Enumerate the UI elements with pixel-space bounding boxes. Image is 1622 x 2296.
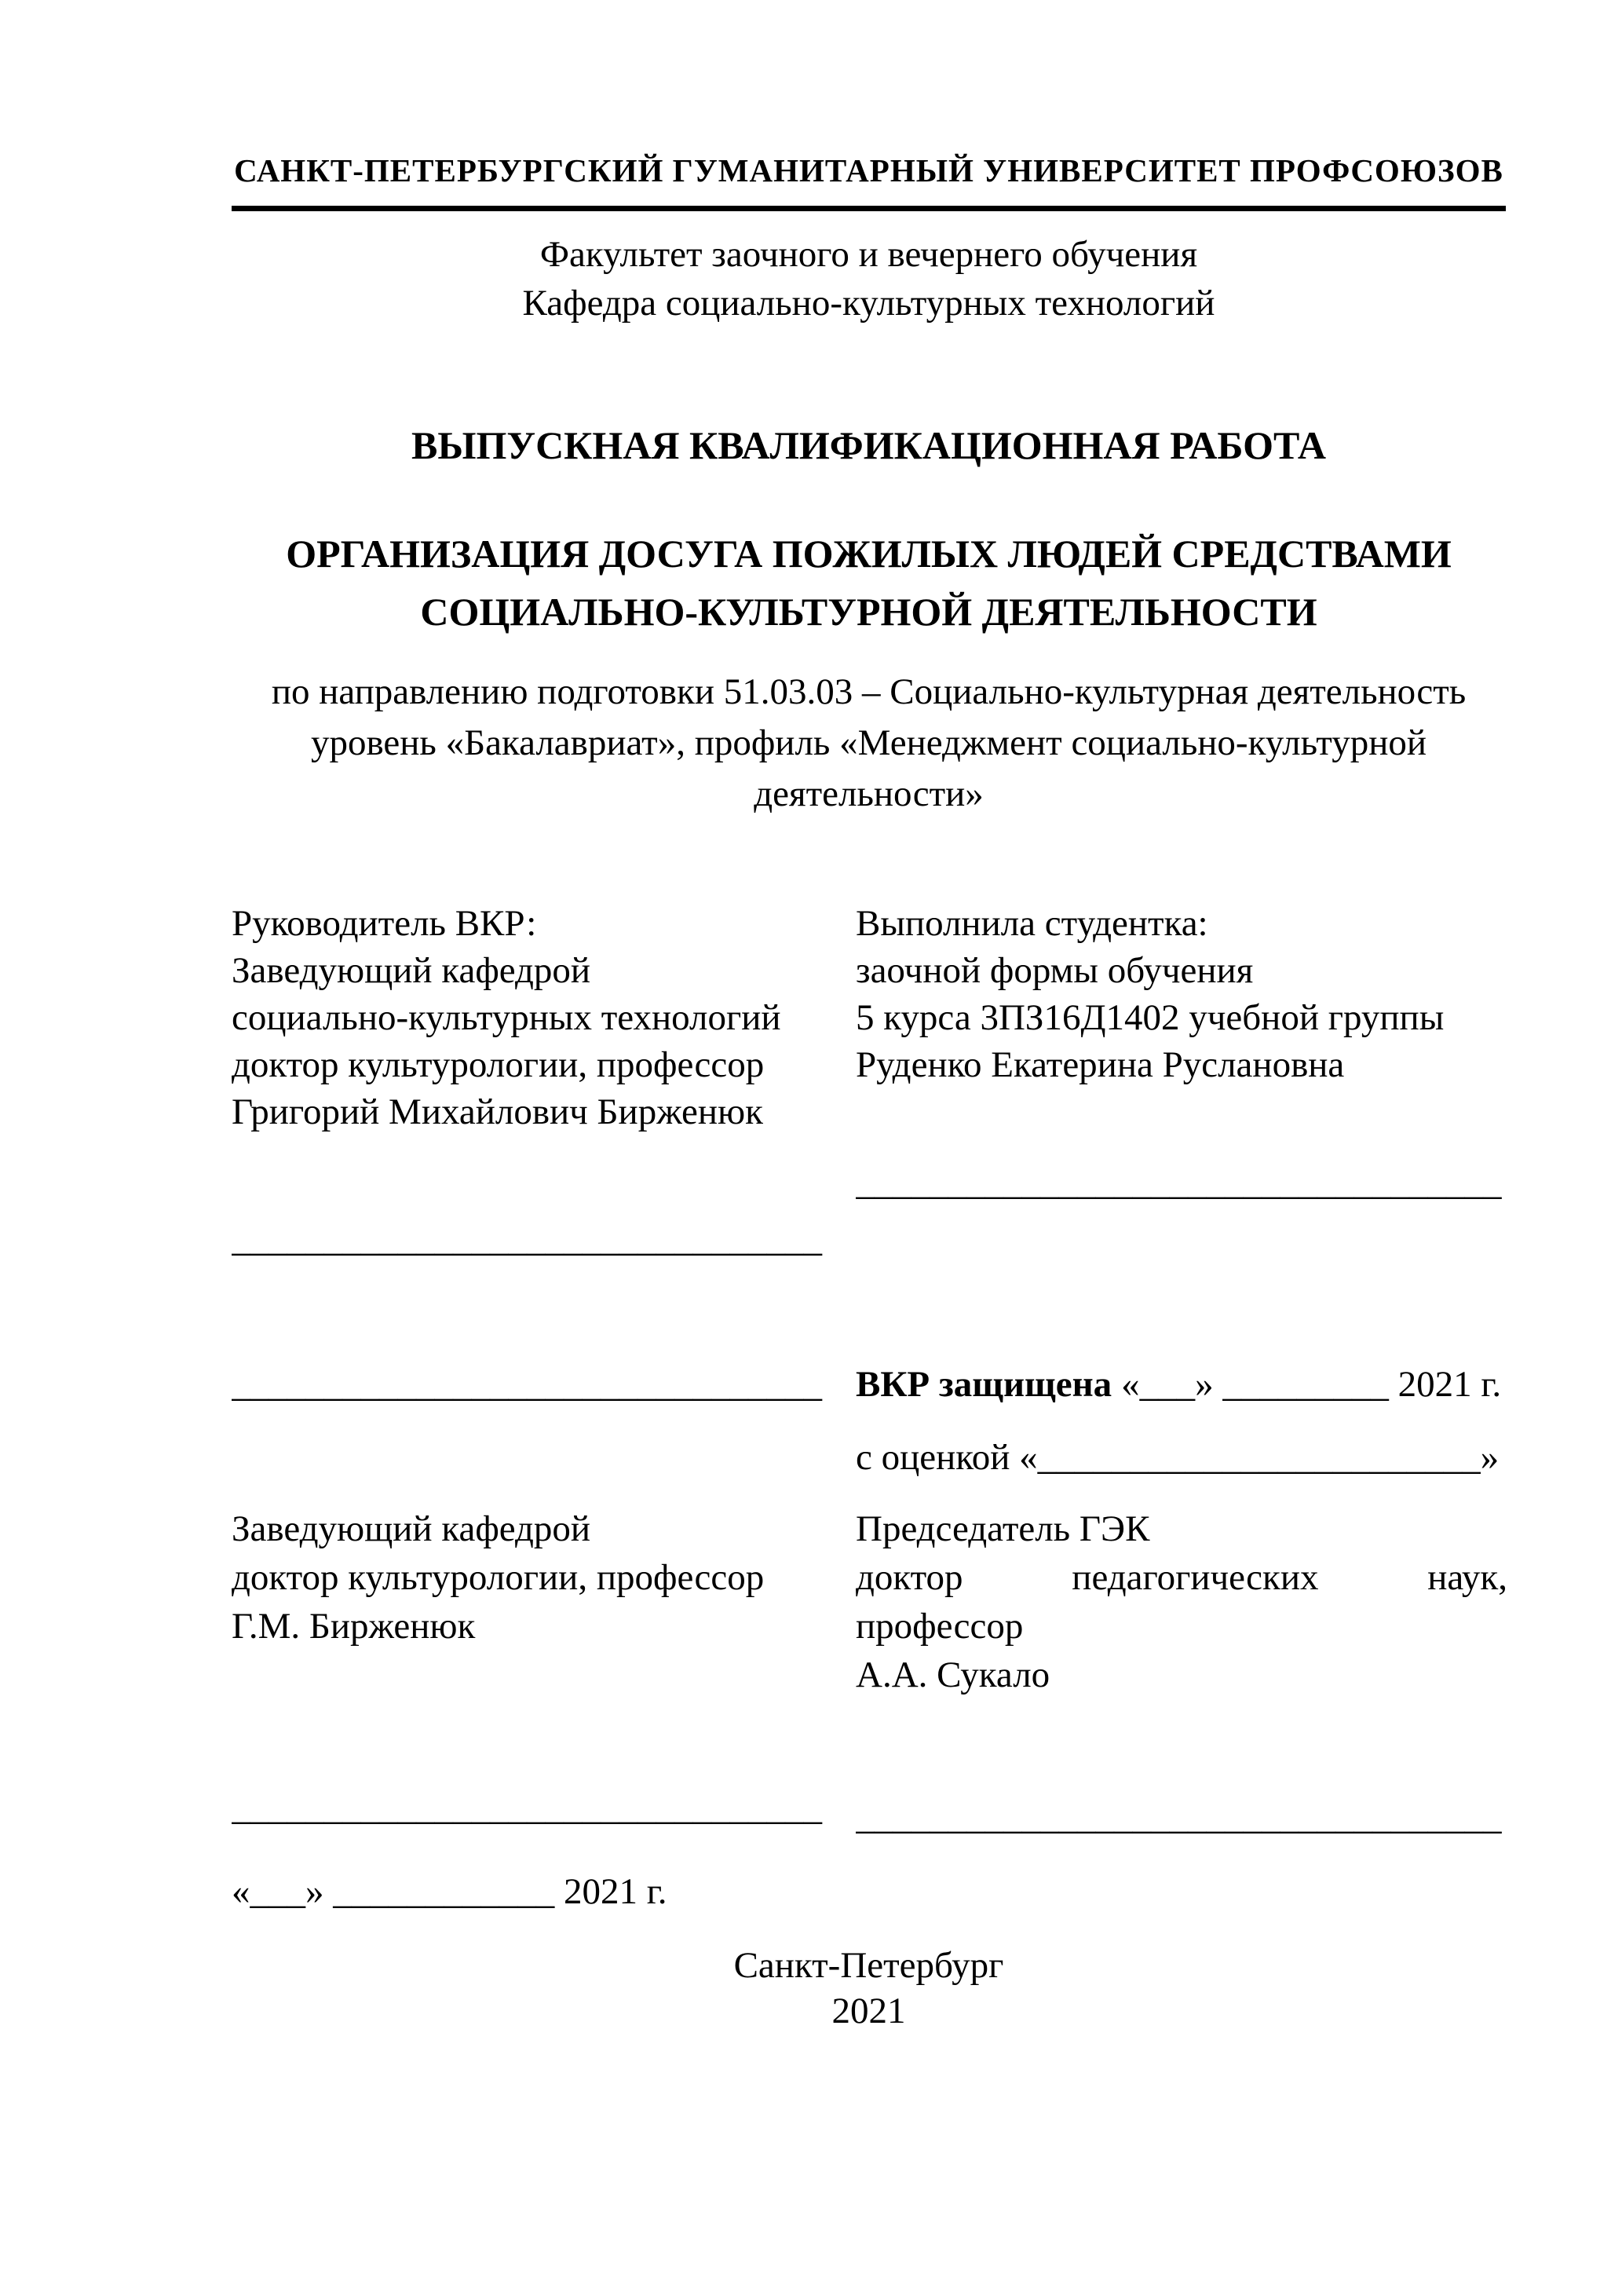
supervisor-signature-line: ________________________________ xyxy=(232,1219,822,1260)
committee-chair-name: А.А. Сукало xyxy=(856,1654,1050,1695)
thesis-title-line2: СОЦИАЛЬНО-КУЛЬТУРНОЙ ДЕЯТЕЛЬНОСТИ xyxy=(420,590,1317,634)
department-name: Кафедра социально-культурных технологий xyxy=(522,283,1215,324)
committee-degree-word3: наук, xyxy=(1427,1557,1507,1598)
supervisor-degree-line: доктор культурологии, профессор xyxy=(232,1044,765,1085)
footer-section xyxy=(232,1943,1506,2034)
program-level-cont: деятельности» xyxy=(754,773,984,814)
supervisor-label: Руководитель ВКР: xyxy=(232,903,537,944)
program-level: уровень «Бакалавриат», профиль «Менеджмент социально-культурной xyxy=(310,722,1427,763)
thesis-title-line1: ОРГАНИЗАЦИЯ ДОСУГА ПОЖИЛЫХ ЛЮДЕЙ СРЕДСТВАМИ xyxy=(286,532,1452,576)
defense-defended-label: ВКР защищена xyxy=(856,1364,1112,1405)
student-section xyxy=(856,900,1507,1206)
header-rule xyxy=(232,206,1506,211)
thesis-title xyxy=(232,525,1506,641)
year-label: 2021 xyxy=(831,1991,906,2031)
student-study-form: заочной формы обучения xyxy=(856,950,1254,991)
dept-head-section xyxy=(232,1504,836,1651)
student-name: Руденко Екатерина Руслановна xyxy=(856,1044,1345,1085)
committee-signature-line: ___________________________________ xyxy=(856,1797,1502,1837)
work-type-heading: ВЫПУСКНАЯ КВАЛИФИКАЦИОННАЯ РАБОТА xyxy=(411,423,1326,467)
approval-date-line: «___» ____________ 2021 г. xyxy=(232,1871,667,1912)
defense-date-blanks: «___» _________ 2021 г. xyxy=(1121,1364,1502,1405)
committee-degree-line xyxy=(856,1553,1507,1602)
supervisor-name: Григорий Михайлович Бирженюк xyxy=(232,1091,764,1132)
faculty-name: Факультет заочного и вечернего обучения xyxy=(539,234,1198,275)
dept-head-degree: доктор культурологии, профессор xyxy=(232,1557,765,1598)
dept-head-name: Г.М. Бирженюк xyxy=(232,1606,476,1647)
program-direction: по направлению подготовки 51.03.03 – Социально-культурная деятельность xyxy=(271,671,1467,712)
supervisor-position-line2: социально-культурных технологий xyxy=(232,997,781,1038)
defense-date-line xyxy=(856,1361,1507,1408)
dept-head-position: Заведующий кафедрой xyxy=(232,1508,591,1549)
program-section xyxy=(232,667,1506,820)
student-signature-line: ___________________________________ xyxy=(856,1162,1502,1203)
committee-title: профессор xyxy=(856,1606,1024,1647)
committee-section xyxy=(856,1504,1507,1699)
university-name: САНКТ-ПЕТЕРБУРГСКИЙ ГУМАНИТАРНЫЙ УНИВЕРСИТЕТ ПРОФСОЮЗОВ xyxy=(234,152,1503,188)
header-section xyxy=(232,146,1506,327)
grade-line: с оценкой «________________________» xyxy=(856,1437,1500,1478)
committee-degree-word1: доктор xyxy=(856,1557,963,1598)
committee-chair-label: Председатель ГЭК xyxy=(856,1508,1150,1549)
supervisor-signature-line-2: ________________________________ xyxy=(232,1364,822,1405)
supervisor-section xyxy=(232,900,836,1135)
supervisor-position-line1: Заведующий кафедрой xyxy=(232,950,591,991)
dept-head-signature-line: ________________________________ xyxy=(232,1787,822,1828)
committee-degree-word2: педагогических xyxy=(1072,1557,1319,1598)
student-group: 5 курса 3ПЗ16Д1402 учебной группы xyxy=(856,997,1445,1038)
city-name: Санкт-Петербург xyxy=(733,1945,1004,1986)
student-label: Выполнила студентка: xyxy=(856,903,1208,944)
